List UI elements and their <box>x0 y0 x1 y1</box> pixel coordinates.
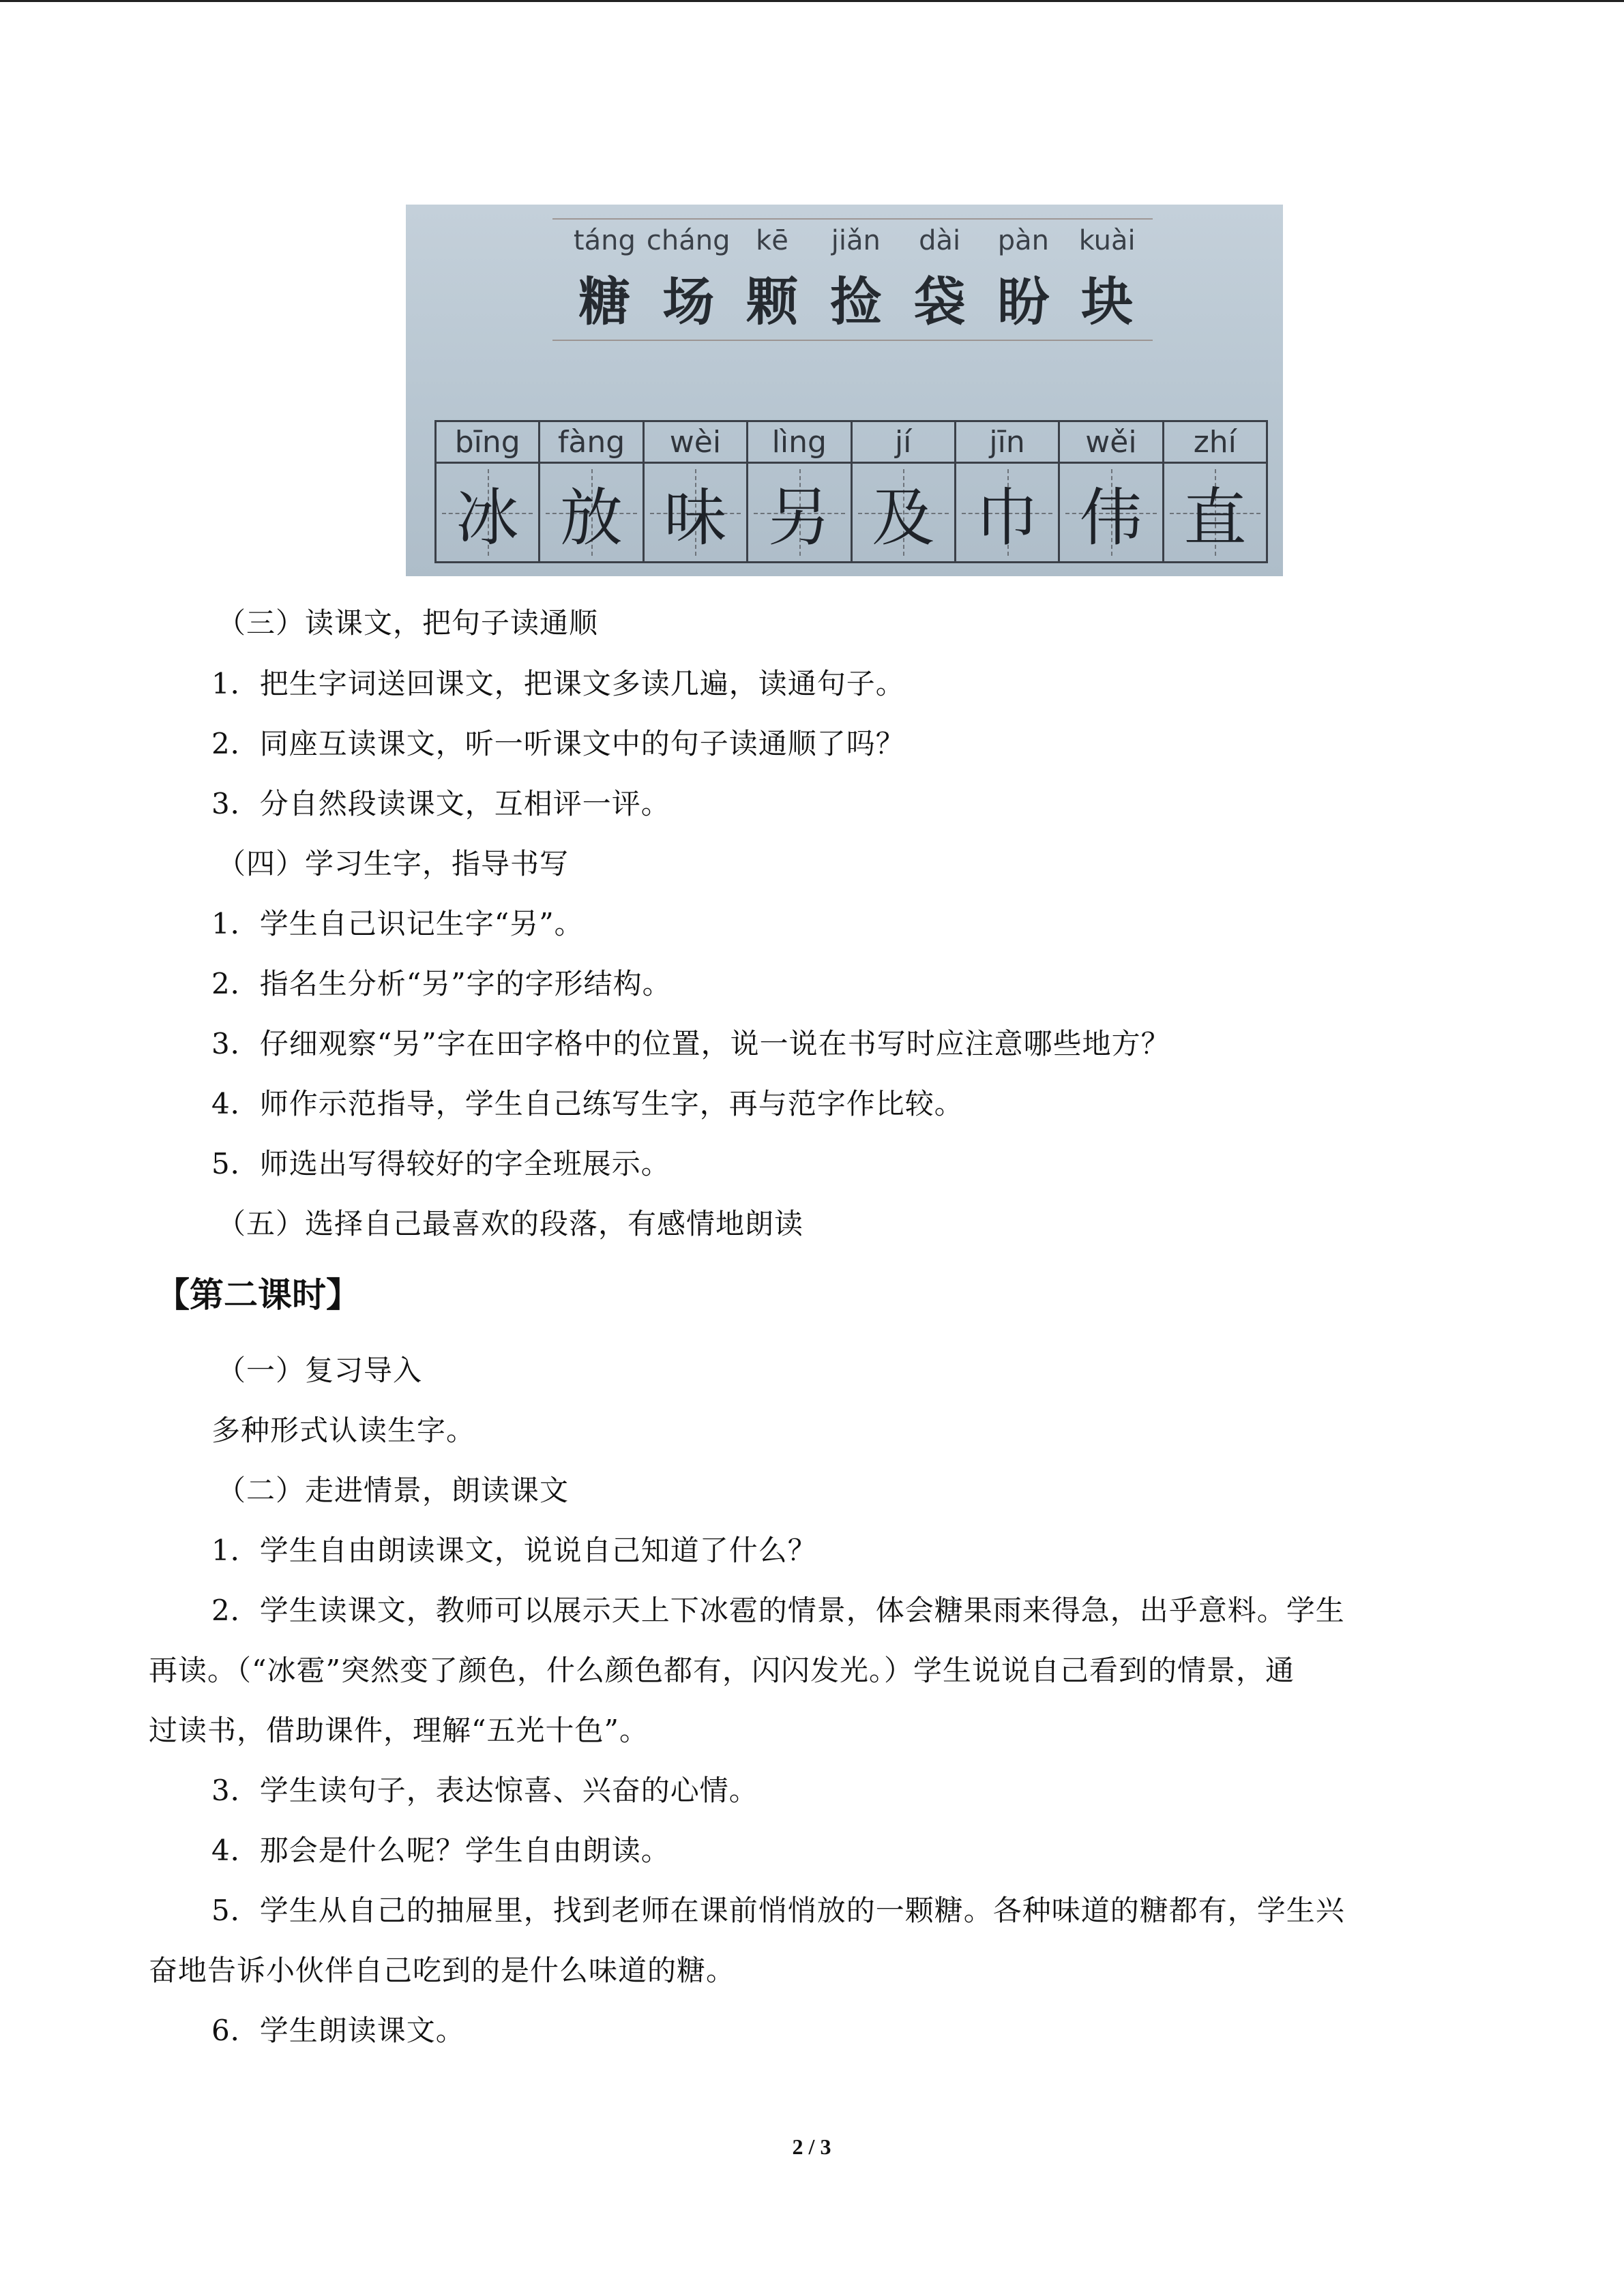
paragraph: 多种形式认读生字。 <box>211 1414 476 1447</box>
list-item: 2．同座互读课文，听一听课文中的句子读通顺了吗？ <box>211 727 905 760</box>
list-item: 4．师作示范指导，学生自己练写生字，再与范字作比较。 <box>211 1087 964 1120</box>
grid-cell <box>1164 422 1266 561</box>
grid-cell <box>853 422 956 561</box>
grid-pinyin: zhí <box>1164 422 1266 464</box>
grid-pinyin: wèi <box>645 422 746 464</box>
grid-hanzi: 及 <box>872 481 935 554</box>
grid-hanzi: 另 <box>767 481 831 554</box>
list-item: 2．学生读课文，教师可以展示天上下冰雹的情景，体会糖果雨来得急，出乎意料。学生 <box>211 1594 1345 1627</box>
hanzi: 袋 <box>913 271 966 332</box>
list-item-continued: 再读。（“冰雹”突然变了颜色，什么颜色都有，闪闪发光。）学生说说自己看到的情景，通 <box>149 1654 1295 1687</box>
top-hanzi-row <box>563 260 1149 335</box>
list-item-continued: 过读书，借助课件，理解“五光十色”。 <box>149 1714 649 1747</box>
list-item: 3．仔细观察“另”字在田字格中的位置，说一说在书写时应注意哪些地方？ <box>211 1027 1170 1060</box>
list-item: 4．那会是什么呢？学生自由朗读。 <box>211 1834 670 1867</box>
grid-hanzi: 放 <box>560 481 623 554</box>
hanzi: 盼 <box>997 271 1050 332</box>
grid-cell <box>540 422 644 561</box>
list-item-continued: 奋地告诉小伙伴自己吃到的是什么味道的糖。 <box>149 1954 736 1987</box>
grid-pinyin: jí <box>853 422 954 464</box>
list-item: 1．学生自由朗读课文，说说自己知道了什么？ <box>211 1534 817 1567</box>
textbook-photo <box>406 205 1283 576</box>
top-pinyin-row <box>563 225 1149 256</box>
hanzi: 场 <box>662 271 715 332</box>
hanzi: 块 <box>1081 271 1134 332</box>
grid-pinyin: fàng <box>540 422 642 464</box>
pinyin: kuài <box>1078 225 1136 256</box>
section-title: （四）学习生字，指导书写 <box>217 847 570 880</box>
grid-hanzi: 直 <box>1183 481 1247 554</box>
lesson-heading: 【第二课时】 <box>156 1275 360 1315</box>
list-item: 1．把生字词送回课文，把课文多读几遍，读通句子。 <box>211 667 905 700</box>
list-item: 5．学生从自己的抽屉里，找到老师在课前悄悄放的一颗糖。各种味道的糖都有，学生兴 <box>211 1894 1345 1927</box>
grid-pinyin: wěi <box>1060 422 1162 464</box>
top-border <box>0 0 1624 2</box>
hanzi: 糖 <box>578 271 631 332</box>
grid-cell <box>956 422 1060 561</box>
list-item: 5．师选出写得较好的字全班展示。 <box>211 1147 670 1180</box>
section-title: （二）走进情景，朗读课文 <box>217 1474 570 1507</box>
grid-hanzi: 味 <box>664 481 727 554</box>
grid-pinyin: lìng <box>748 422 850 464</box>
list-item: 6．学生朗读课文。 <box>211 2014 465 2047</box>
grid-hanzi: 巾 <box>975 481 1039 554</box>
pinyin: jiǎn <box>831 225 881 256</box>
grid-cell <box>748 422 852 561</box>
section-title: （三）读课文，把句子读通顺 <box>217 606 599 640</box>
pinyin: dài <box>919 225 961 256</box>
hanzi: 颗 <box>745 271 798 332</box>
pinyin: táng <box>573 225 636 256</box>
photo-rule-top <box>552 218 1153 220</box>
hanzi: 捡 <box>829 271 882 332</box>
list-item: 2．指名生分析“另”字的字形结构。 <box>211 967 672 1000</box>
tianzige-grid <box>434 420 1268 563</box>
grid-cell <box>437 422 540 561</box>
grid-cell <box>645 422 748 561</box>
pinyin: kē <box>756 225 788 256</box>
pinyin: cháng <box>646 225 730 256</box>
grid-pinyin: jīn <box>956 422 1058 464</box>
list-item: 3．分自然段读课文，互相评一评。 <box>211 787 670 820</box>
page-number: 2 / 3 <box>792 2134 831 2159</box>
grid-pinyin: bīng <box>437 422 538 464</box>
section-title: （五）选择自己最喜欢的段落，有感情地朗读 <box>217 1207 804 1240</box>
pinyin: pàn <box>997 225 1050 256</box>
grid-hanzi: 冰 <box>456 481 519 554</box>
section-title: （一）复习导入 <box>217 1354 423 1387</box>
list-item: 3．学生读句子，表达惊喜、兴奋的心情。 <box>211 1774 758 1807</box>
grid-cell <box>1060 422 1164 561</box>
grid-hanzi: 伟 <box>1079 481 1142 554</box>
list-item: 1．学生自己识记生字“另”。 <box>211 907 584 940</box>
photo-rule-bottom <box>552 340 1153 341</box>
